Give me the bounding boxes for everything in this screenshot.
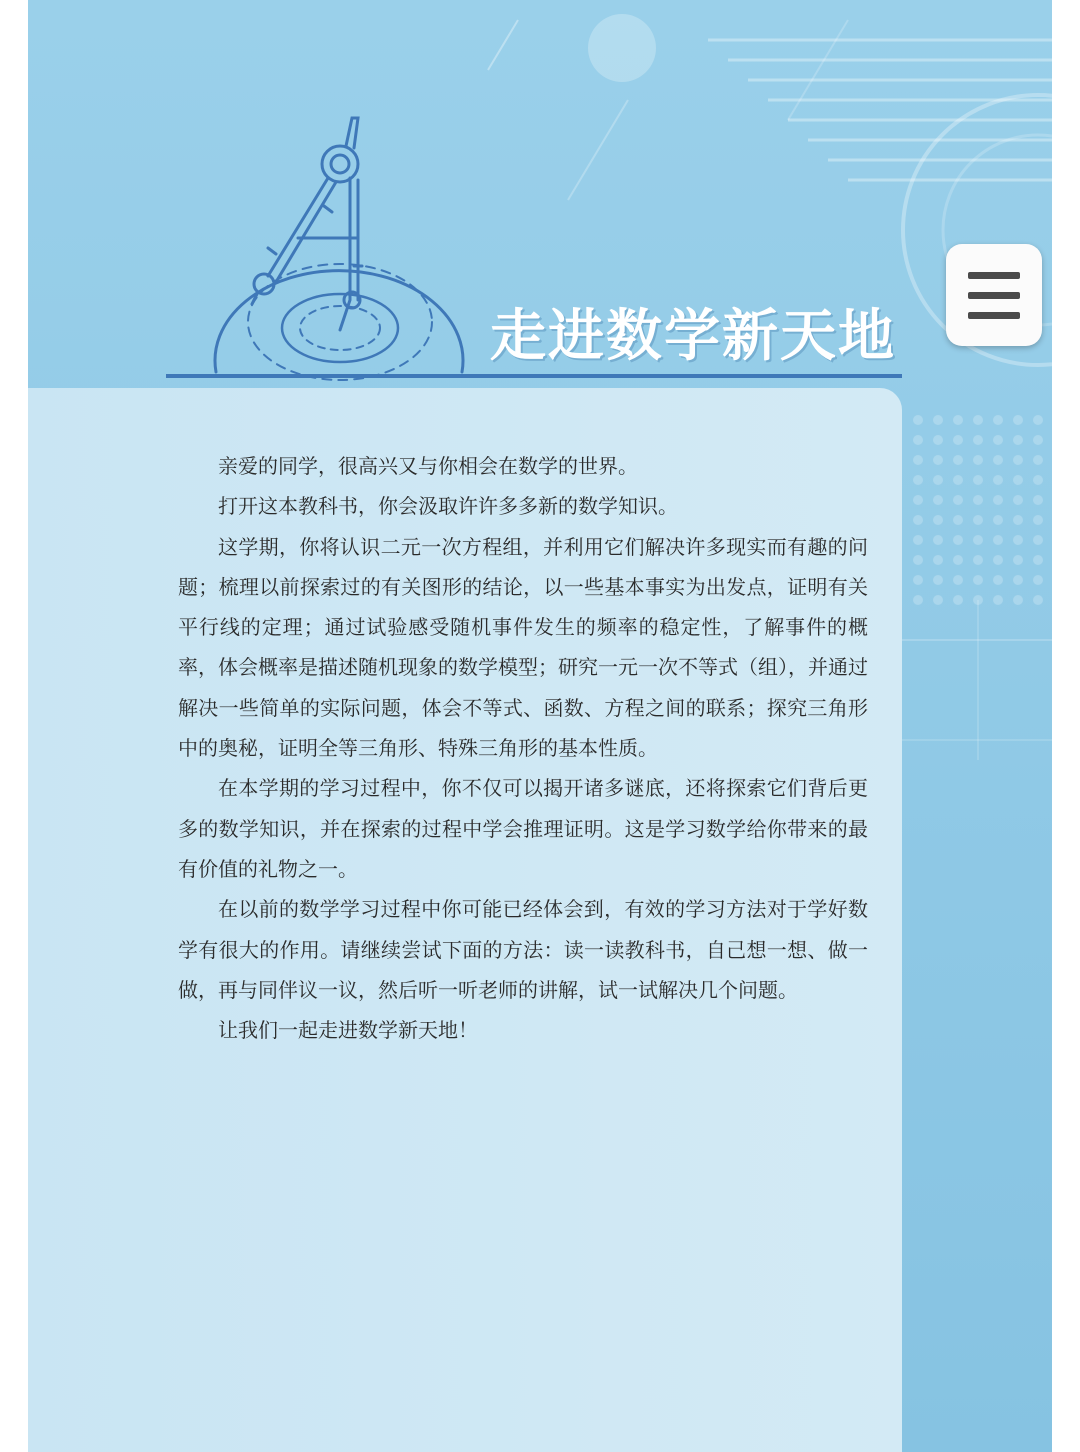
paragraph: 让我们一起走进数学新天地！ — [218, 1018, 478, 1043]
paragraph: 在本学期的学习过程中，你不仅可以揭开诸多谜底，还将探索它们背后更多的数学知识，并在探索的过程中学会推理证明。这是学习数学给你带来的最有价值的礼物之一。 — [178, 776, 868, 881]
body-text — [178, 446, 868, 1050]
paragraph: 在以前的数学学习过程中你可能已经体会到，有效的学习方法对于学好数学有很大的作用。请继续尝试下面的方法：读一读教科书，自己想一想、做一做，再与同伴议一议，然后听一听老师的讲解，试一试解决几个问题。 — [178, 897, 868, 1002]
paragraph: 这学期，你将认识二元一次方程组，并利用它们解决许多现实而有趣的问题；梳理以前探索过的有关图形的结论，以一些基本事实为出发点，证明有关平行线的定理；通过试验感受随机事件发生的频率的稳定性，了解事件的概率，体会概率是描述随机现象的数学模型；研究一元一次不等式（组），并通过解决一些简单的实际问题，体会不等式、函数、方程之间的联系；探究三角形中的奥秘，证明全等三角形、特殊三角形的基本性质。 — [178, 534, 868, 761]
paragraph: 打开这本教科书，你会汲取许许多多新的数学知识。 — [218, 494, 678, 519]
textbook-page — [28, 0, 1052, 1452]
menu-button[interactable] — [946, 244, 1042, 346]
paragraph: 亲爱的同学，很高兴又与你相会在数学的世界。 — [218, 454, 638, 478]
page-title: 走进数学新天地 — [490, 304, 896, 369]
